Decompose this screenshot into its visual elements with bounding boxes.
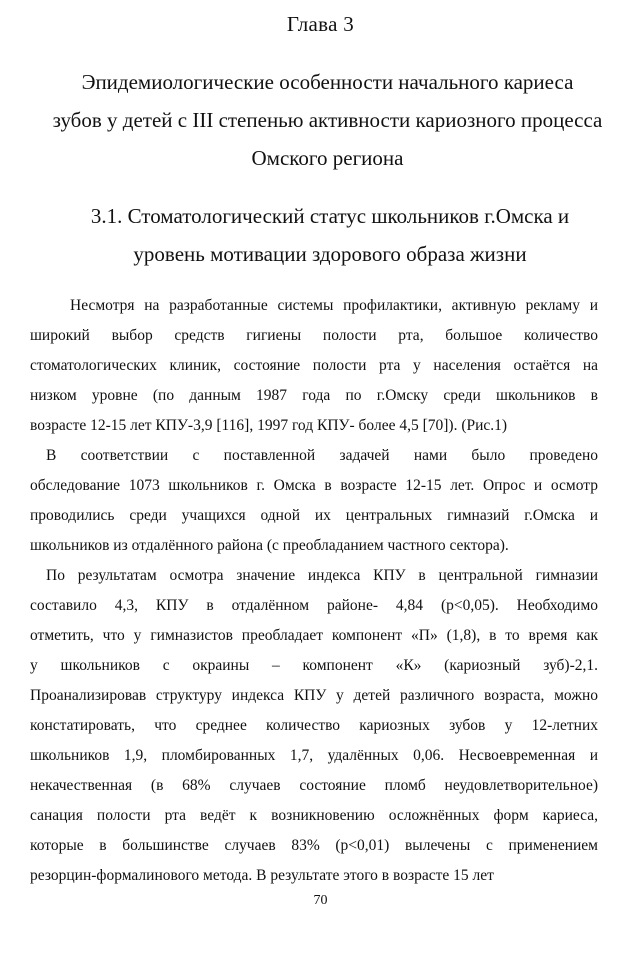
body-line: которые в большинстве случаев 83% (p<0,01) вылечены с применением xyxy=(30,837,598,854)
body-line: школьников 1,9, пломбированных 1,7, удалённых 0,06. Несвоевременная и xyxy=(30,747,598,764)
body-text xyxy=(30,291,598,891)
section-title-line: 3.1. Стоматологический статус школьников г.Омска и xyxy=(90,204,570,228)
section-title-line: уровень мотивации здорового образа жизни xyxy=(133,242,527,266)
body-line: низком уровне (по данным 1987 года по г.Омску среди школьников в xyxy=(30,387,598,404)
body-line: у школьников с окраины – компонент «К» (кариозный зуб)-2,1. xyxy=(30,657,598,674)
page-number: 70 xyxy=(313,893,328,908)
chapter-title xyxy=(40,63,615,177)
body-line: обследование 1073 школьников г. Омска в возрасте 12-15 лет. Опрос и осмотр xyxy=(30,477,598,494)
body-line: констатировать, что среднее количество кариозных зубов у 12-летних xyxy=(30,717,598,734)
body-line: проводились среди учащихся одной их центральных гимназий г.Омска и xyxy=(30,507,598,524)
body-line: стоматологических клиник, состояние полости рта у населения остаётся на xyxy=(30,357,598,374)
body-line: возрасте 12-15 лет КПУ-3,9 [116], 1997 год КПУ- более 4,5 [70]). (Рис.1) xyxy=(30,417,508,434)
body-line: санация полости рта ведёт к возникновению осложнённых форм кариеса, xyxy=(30,807,598,824)
section-title xyxy=(70,197,590,273)
body-line: отметить, что у гимназистов преобладает компонент «П» (1,8), в то время как xyxy=(30,627,598,644)
body-line: Несмотря на разработанные системы профилактики, активную рекламу и xyxy=(70,297,598,314)
body-line: Проанализировав структуру индекса КПУ у детей различного возраста, можно xyxy=(30,687,598,704)
body-line: В соответствии с поставленной задачей нами было проведено xyxy=(46,447,598,464)
body-line: некачественная (в 68% случаев состояние пломб неудовлетворительное) xyxy=(30,777,598,794)
chapter-title-line: Эпидемиологические особенности начального кариеса xyxy=(81,70,574,94)
body-line: школьников из отдалённого района (с преобладанием частного сектора). xyxy=(30,537,509,554)
chapter-title-line: зубов у детей с III степенью активности кариозного процесса xyxy=(52,108,603,132)
chapter-title-line: Омского региона xyxy=(251,146,404,170)
body-line: По результатам осмотра значение индекса КПУ в центральной гимназии xyxy=(46,567,598,584)
chapter-heading: Глава 3 xyxy=(286,12,355,36)
body-line: широкий выбор средств гигиены полости рта, большое количество xyxy=(30,327,598,344)
body-line: резорцин-формалинового метода. В результате этого в возрасте 15 лет xyxy=(30,867,494,884)
body-line: составило 4,3, КПУ в отдалённом районе- 4,84 (p<0,05). Необходимо xyxy=(30,597,598,614)
